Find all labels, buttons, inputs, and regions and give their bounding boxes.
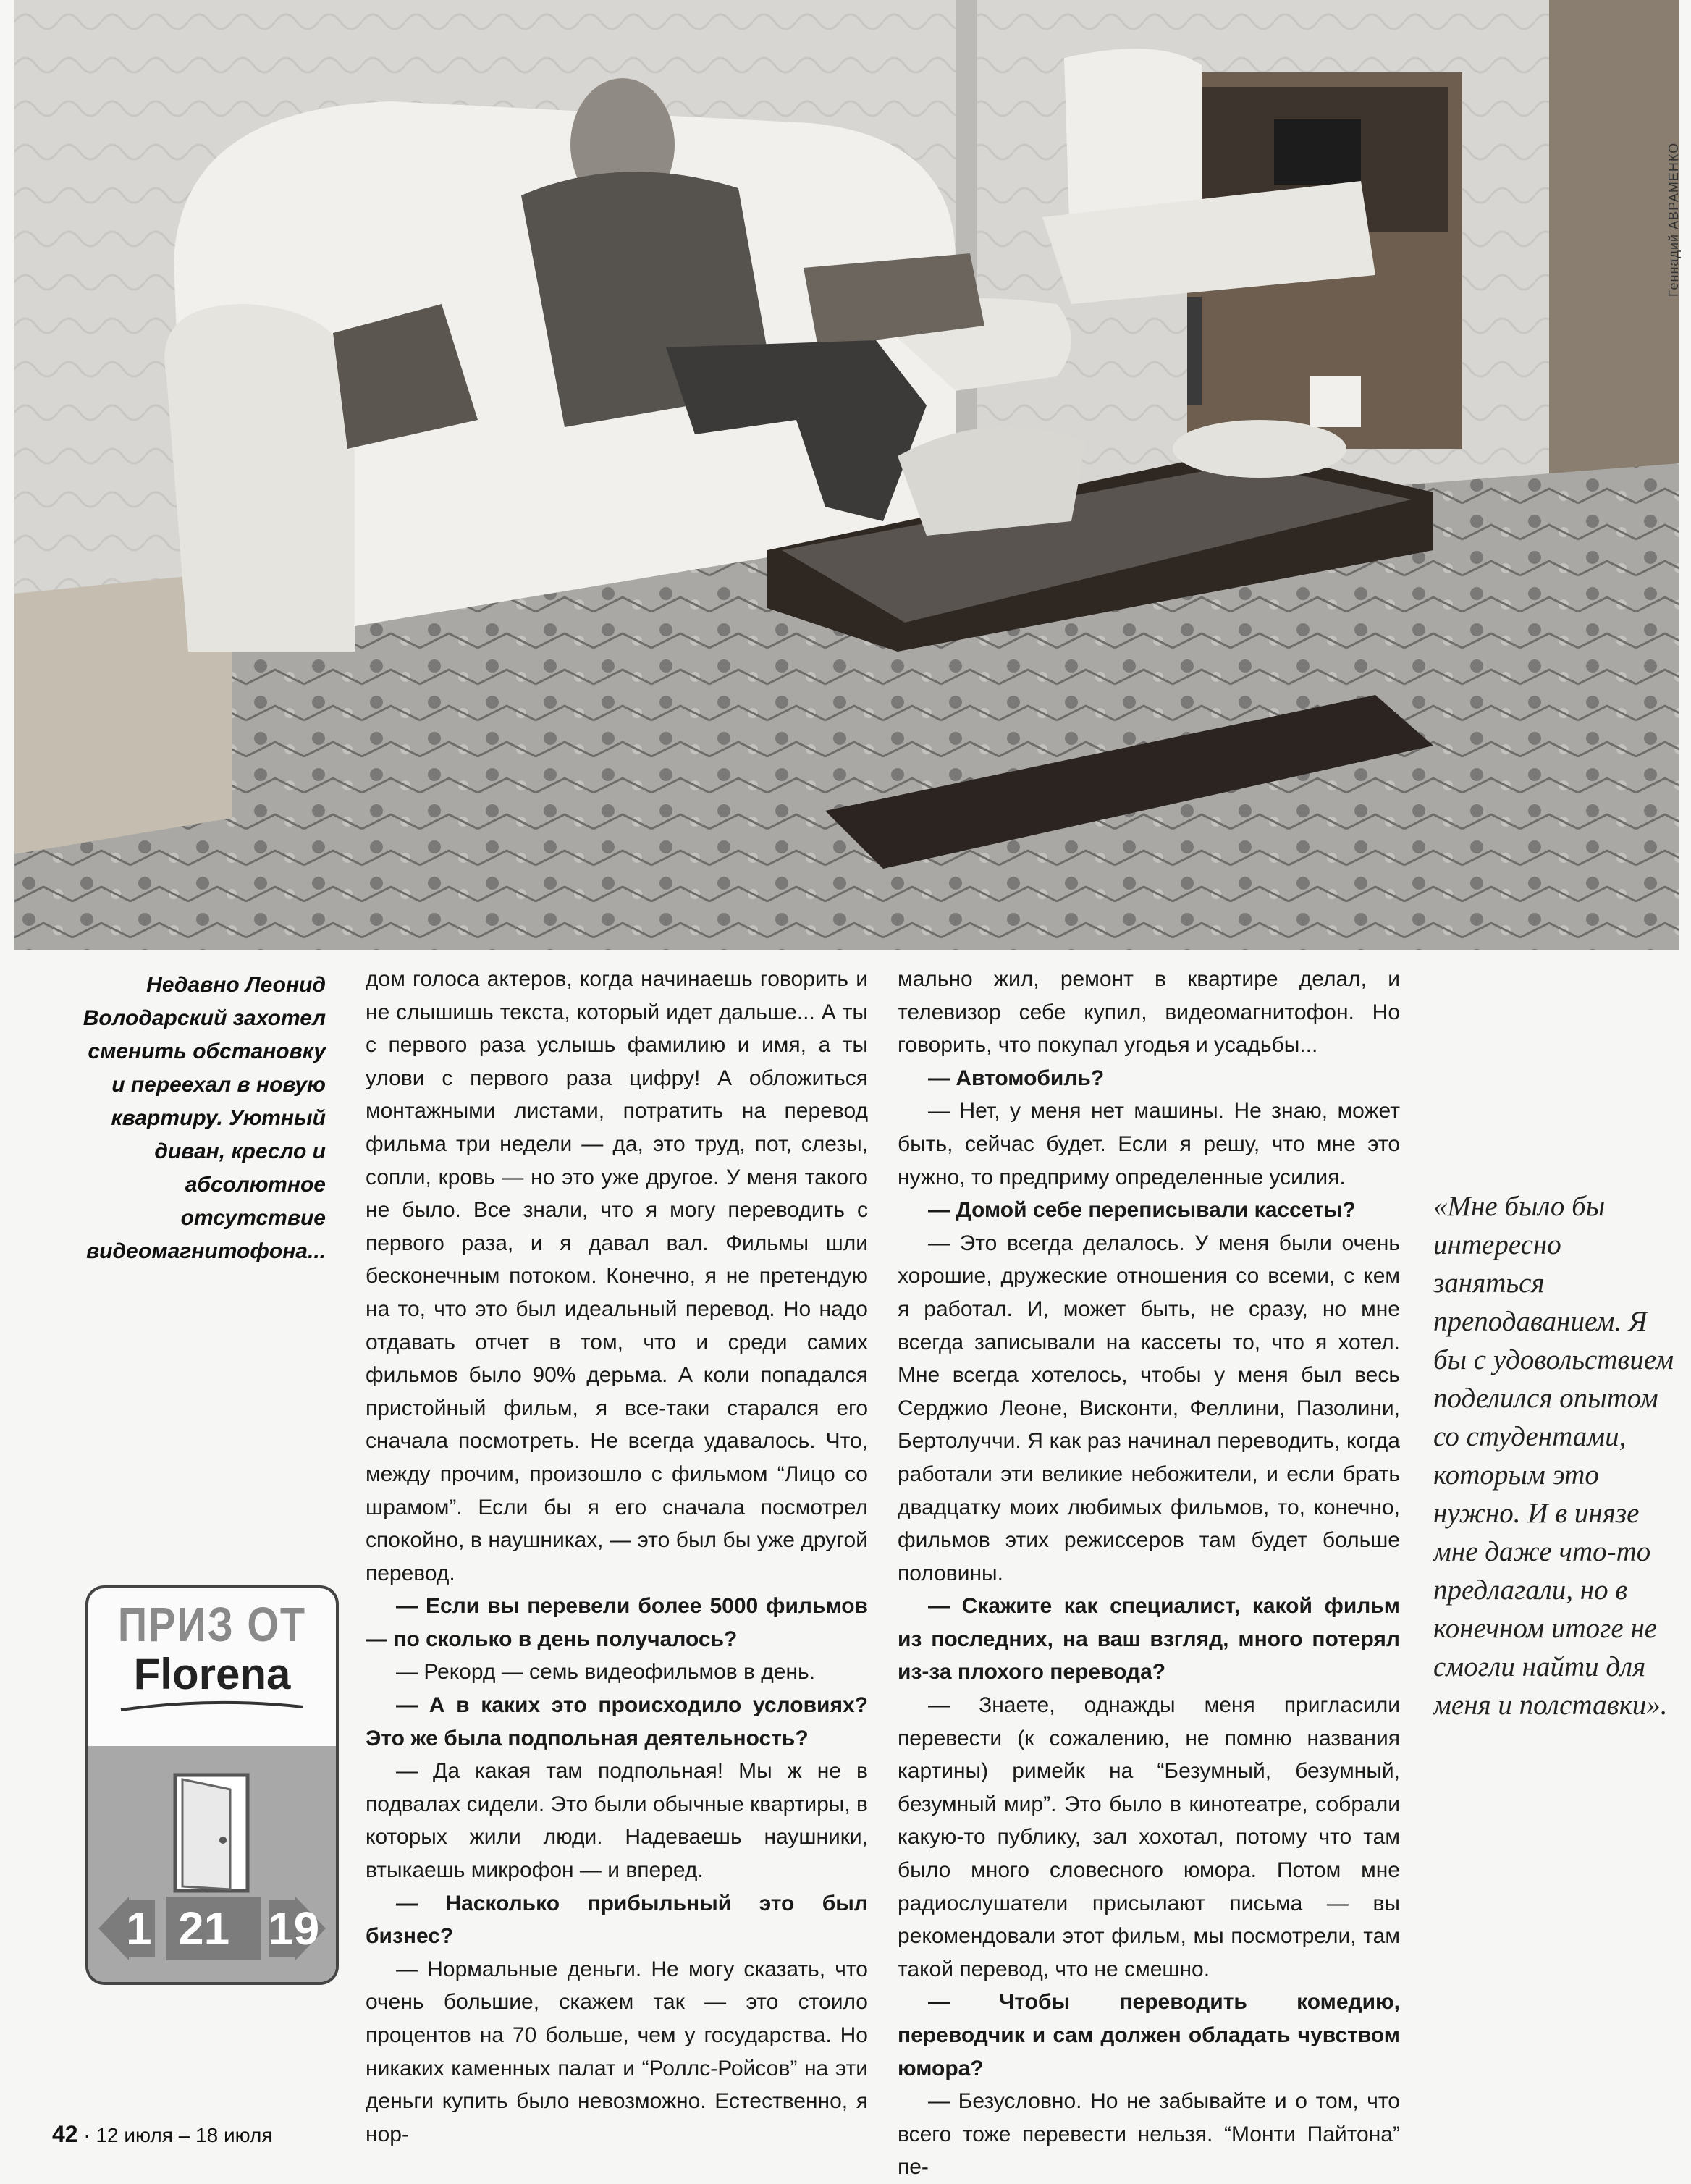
brand-swoosh-icon — [118, 1700, 306, 1713]
article-column-2 — [898, 963, 1400, 2184]
issue-dates: · 12 июля – 18 июля — [83, 2124, 273, 2146]
photo-illustration — [14, 0, 1679, 950]
interview-question: — Насколько прибыльный это был бизнес? — [366, 1891, 868, 1949]
article-photo — [14, 0, 1679, 950]
interview-question: — Автомобиль? — [928, 1066, 1105, 1090]
interview-answer: — Да какая там подпольная! Мы ж не в подвалах сидели. Это были обычные квартиры, в которых жили люди. Надеваешь наушники, втыкаешь микрофон — и вперед. — [366, 1759, 868, 1883]
pull-quote: «Мне было бы интересно заняться преподаванием. Я бы с удовольствием поделился опытом со студентами, которым это нужно. И в инязе мне даже что-то предлагали, но в конечном итоге не смогли найти для меня и полставки». — [1433, 1191, 1674, 1721]
interview-question: — Домой себе переписывали кассеты? — [928, 1198, 1356, 1223]
prize-brand-logo: Florena — [133, 1650, 291, 1698]
door-icon — [161, 1768, 262, 1902]
page-number: 42 — [52, 2121, 78, 2147]
rating-middle: 21 — [178, 1902, 230, 1955]
photo-caption: Недавно Леонид Володарский захотел сменить обстановку и переехал в новую квартиру. Уютный диван, кресло и абсолютное отсутствие видеомагнитофона... — [83, 973, 326, 1263]
prize-rating-panel — [88, 1746, 336, 1982]
interview-answer: мально жил, ремонт в квартире делал, и телевизор себе купил, видеомагнитофон. Но говорить, что покупал угодья и усадьбы... — [898, 967, 1400, 1058]
interview-answer: — Это всегда делалось. У меня были очень хорошие, дружеские отношения со всеми, с кем я работал. И, может быть, не сразу, но мне всегда записывали на кассеты то, что я хотел. Мне всегда хотелось, чтобы у меня был весь Серджио Леоне, Висконти, Феллини, Пазолини, Бертолуччи. Я как раз начинал переводить, когда работали эти великие небожители, и если брать двадцатку моих любимых фильмов, то, конечно, фильмов этих режиссеров там будет больше половины. — [898, 1231, 1400, 1585]
rating-left: 1 — [126, 1902, 152, 1955]
interview-answer: — Рекорд — семь видеофильмов в день. — [396, 1660, 816, 1685]
interview-answer: — Безусловно. Но не забывайте и о том, что всего тоже перевести нельзя. “Монти Пайтона” пе- — [898, 2089, 1400, 2180]
photo-credit: Геннадий АВРАМЕНКО — [1666, 142, 1681, 297]
prize-box — [85, 1585, 339, 1985]
rating-right: 19 — [268, 1902, 320, 1955]
interview-answer: — Нормальные деньги. Не могу сказать, что очень большие, скажем так — это стоило процентов на 70 больше, чем у государства. Но никаких каменных палат и “Роллс-Ройсов” на эти деньги купить было невозможно. Естественно, я нор- — [366, 1957, 868, 2146]
interview-question: — Скажите как специалист, какой фильм из последних, на ваш взгляд, много потерял из-за плохого перевода? — [898, 1594, 1400, 1685]
page-footer — [52, 2121, 273, 2148]
interview-answer: дом голоса актеров, когда начинаешь говорить и не слышишь текста, который идет дальше... А ты с первого раза услышь фамилию и имя, а ты улови с первого раза цифру! А обложиться монтажными листами, потратить на перевод фильма три недели — да, это труд, пот, слезы, сопли, кровь — но это уже другое. У меня такого не было. Все знали, что я могу переводить с первого раза, и я давал вал. Фильмы шли бесконечным потоком. Конечно, я не претендую на то, что это был идеальный перевод. Но надо отдавать отчет в том, что и среди самих фильмов было 90% дерьма. А коли попадался пристойный фильм, я все-таки старался его сначала посмотреть. Не всегда удавалось. Что, между прочим, произошло с фильмом “Лицо со шрамом”. Если бы я его сначала посмотрел спокойно, в наушниках, — это был бы уже другой перевод. — [366, 967, 868, 1585]
interview-question: — Если вы перевели более 5000 фильмов — по сколько в день получалось? — [366, 1594, 868, 1651]
interview-question: — Чтобы переводить комедию, переводчик и сам должен обладать чувством юмора? — [898, 1990, 1400, 2080]
prize-title: ПРИЗ ОТ — [117, 1596, 307, 1652]
interview-answer: — Знаете, однажды меня пригласили перевести (к сожалению, не помню названия картины) римейк на “Безумный, безумный, безумный мир”. Это было в кинотеатре, собрали какую-то публику, зал хохотал, потому что там было много словесного юмора. Потом мне радиослушатели присылают письма — вы рекомендовали этот фильм, мы посмотрели, там такой перевод, что не смешно. — [898, 1693, 1400, 1981]
article-column-1 — [366, 963, 868, 2151]
rating-bar — [97, 1892, 327, 1965]
interview-question: — А в каких это происходило условиях? Это же была подпольная деятельность? — [366, 1693, 868, 1750]
interview-answer: — Нет, у меня нет машины. Не знаю, может быть, сейчас будет. Если я решу, что мне это нужно, то предприму определенные усилия. — [898, 1099, 1400, 1189]
